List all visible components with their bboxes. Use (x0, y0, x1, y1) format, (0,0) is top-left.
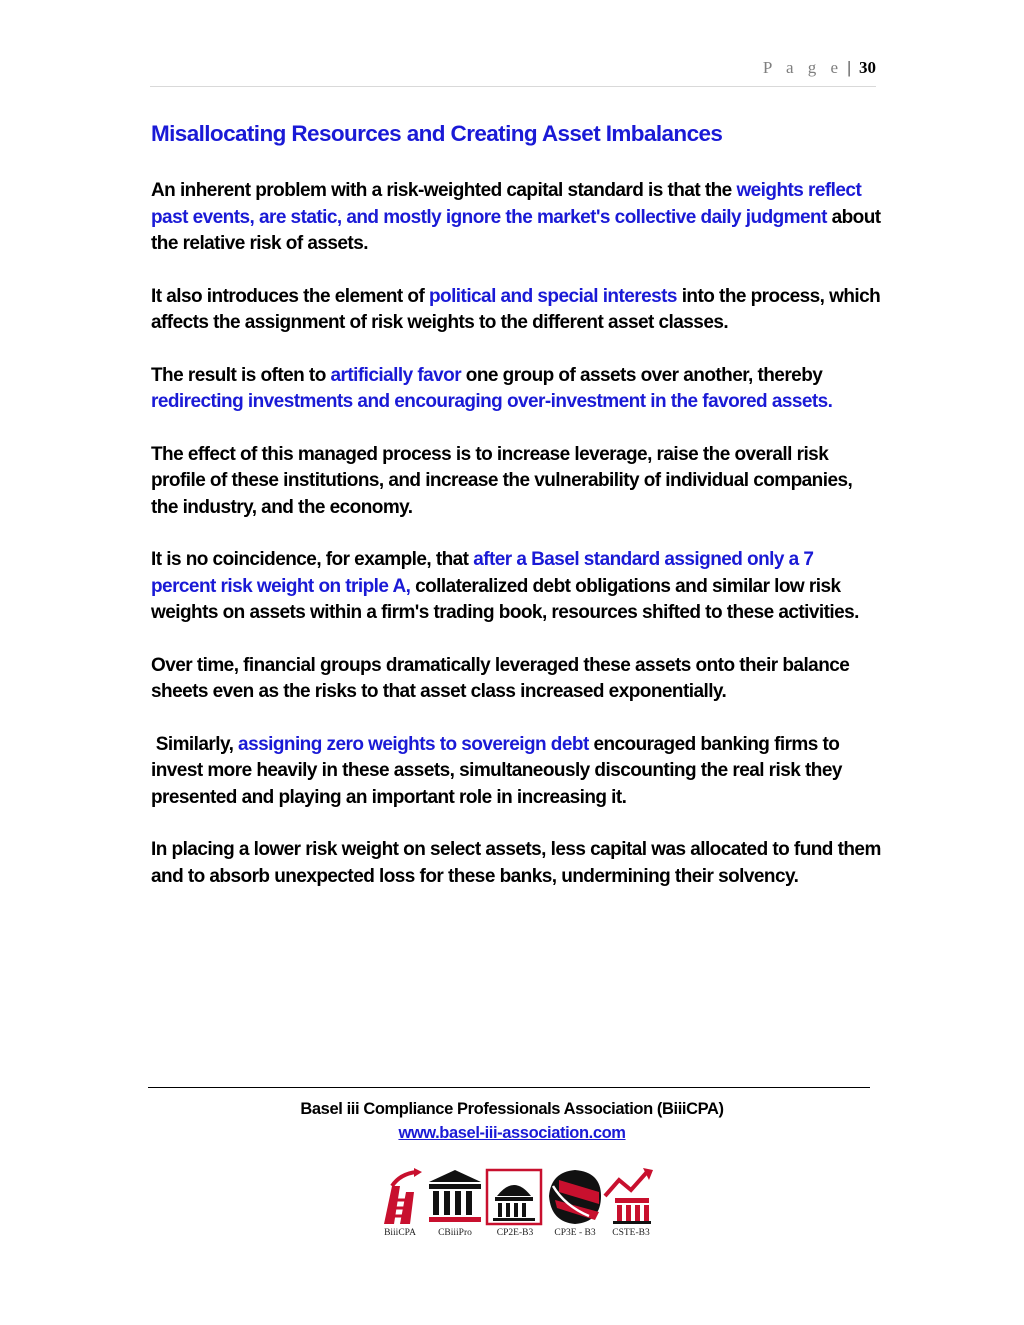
paragraph-7 (151, 732, 881, 812)
paragraph-text: The result is often to (151, 364, 331, 386)
paragraph-text: one group of assets over another, thereby (461, 364, 823, 386)
page-number: 30 (859, 58, 876, 77)
paragraph-text: The effect of this managed process is to increase leverage, raise the overall risk profile of these institutions, and increase the vulnerability of individual companies, the industry, and the economy. (151, 443, 853, 518)
paragraph-4 (151, 442, 881, 522)
paragraph-text: into the process, which affects the assignment of risk weights to the different asset classes. (151, 285, 881, 333)
footer-organization: Basel iii Compliance Professionals Association (BiiiCPA) (300, 1100, 724, 1118)
paragraph-text: encouraged banking firms to invest more heavily in these assets, simultaneously discounting the real risk they presented and playing an important role in increasing it. (151, 733, 842, 808)
highlighted-text: weights reflect past events, are static, and mostly ignore the market's collective daily judgment (151, 180, 862, 228)
section-title: Misallocating Resources and Creating Asset Imbalances (151, 121, 723, 146)
paragraph-8 (151, 837, 881, 890)
paragraph-1 (151, 178, 881, 258)
paragraph-text: It also introduces the element of (151, 285, 429, 307)
highlighted-text: assigning zero weights to sovereign debt (238, 733, 589, 755)
paragraph-text: Similarly, (151, 733, 239, 755)
page-label: P a g e (762, 58, 844, 77)
paragraph-text: Over time, financial groups dramatically leveraged these assets onto their balance sheets even as the risks to that asset class increased exponentially. (151, 654, 850, 702)
paragraph-3 (151, 363, 881, 416)
document-body (151, 118, 881, 916)
paragraph-text: collateralized debt obligations and similar low risk weights on assets within a firm's trading book, resources shifted to these activities. (151, 575, 859, 623)
page-separator: | (847, 58, 851, 77)
logo-caption: BiiiCPA (384, 1228, 416, 1238)
highlighted-text: after a Basel standard assigned only a 7 percent risk weight on triple A, (151, 549, 814, 597)
paragraph-text: about the relative risk of assets. (151, 206, 881, 254)
footer-divider (148, 1087, 870, 1088)
page-header (150, 58, 876, 87)
paragraph-2 (151, 284, 881, 337)
cste-b3-logo[interactable] (601, 1166, 661, 1246)
paragraph-6 (151, 653, 881, 706)
footer-link-wrapper (0, 1124, 1024, 1143)
logo-caption: CP2E-B3 (496, 1228, 534, 1238)
highlighted-text: redirecting investments and encouraging over-investment in the favored assets. (151, 391, 833, 412)
logo-caption: CP3E - B3 (554, 1228, 596, 1238)
logo-caption: CSTE-B3 (612, 1228, 650, 1238)
certification-logos (365, 1166, 665, 1246)
paragraph-text: It is no coincidence, for example, that (151, 549, 474, 570)
logo-caption: CBiiiPro (438, 1228, 472, 1238)
highlighted-text: political and special interests (428, 285, 677, 307)
footer-website-link[interactable]: www.basel-iii-association.com (398, 1124, 626, 1142)
highlighted-text: artificially favor (330, 364, 462, 386)
paragraph-text: In placing a lower risk weight on select assets, less capital was allocated to fund them and to absorb unexpected loss for these banks, undermining their solvency. (151, 839, 881, 887)
paragraph-5 (151, 547, 881, 627)
paragraph-text: An inherent problem with a risk-weighted capital standard is that the (151, 180, 737, 201)
